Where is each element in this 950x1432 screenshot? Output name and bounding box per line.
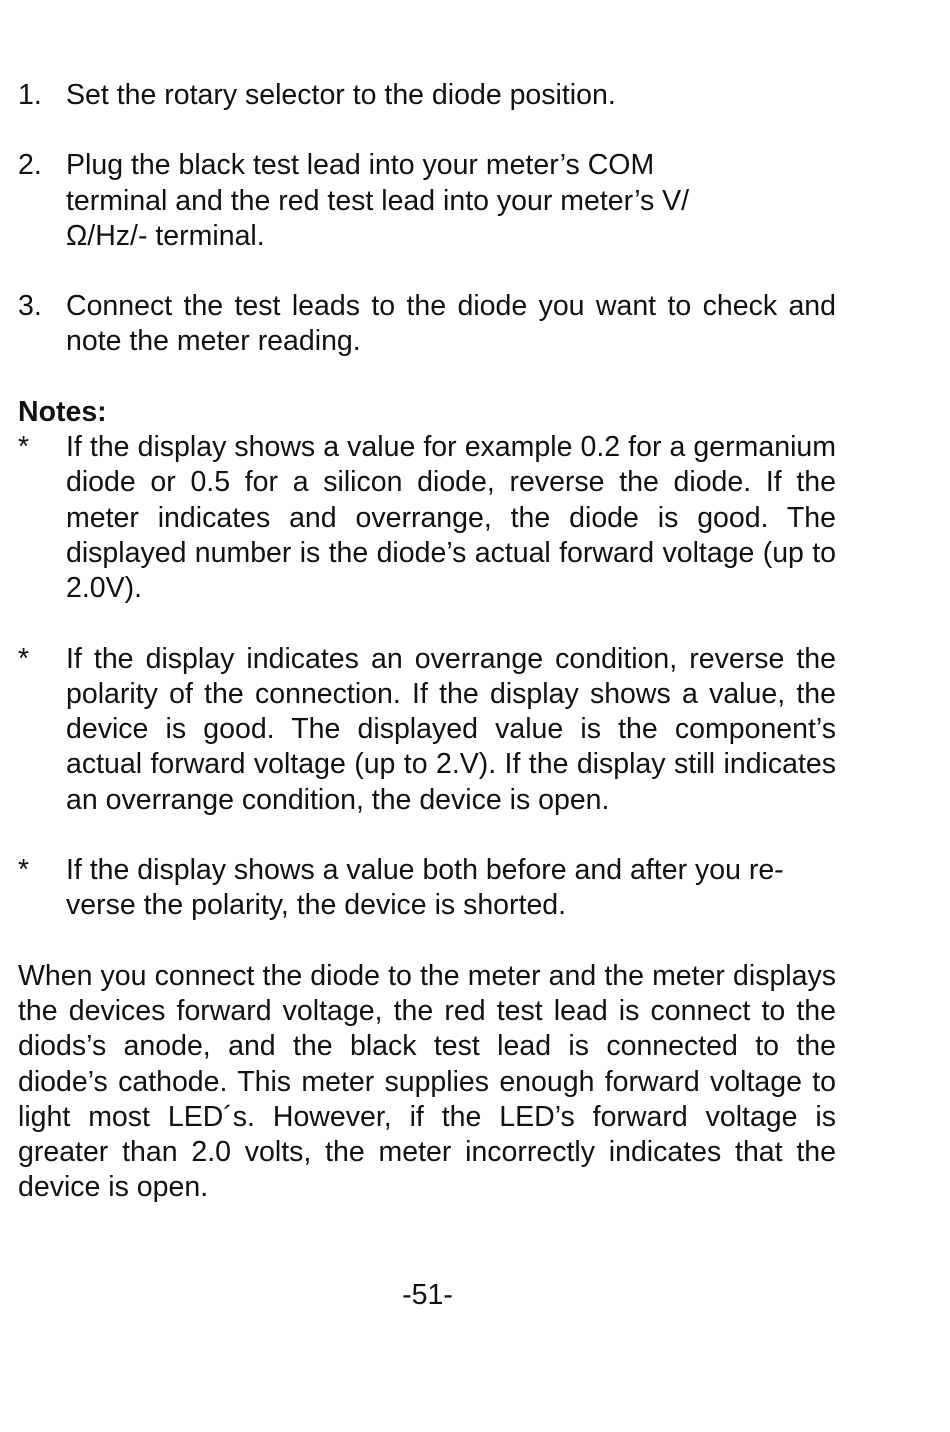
- step-text: Set the rotary selector to the diode position.: [66, 79, 616, 111]
- notes-heading: Notes:: [18, 395, 107, 428]
- step-text: Connect the test leads to the diode you want to check and note the meter reading.: [66, 290, 836, 358]
- spacer: [18, 113, 836, 148]
- note-text: If the display shows a value for example 0.2 for a germanium diode or 0.5 for a silicon diode, reverse the diode. If the meter indicates and overrange, the diode is good. The displayed number is the diode’s actual forward voltage (up to 2.0V).: [66, 431, 836, 605]
- note-bullet: *: [18, 431, 30, 464]
- step-text: Plug the black test lead into your meter’s COM terminal and the red test lead into your meter’s V/Ω/Hz/- terminal.: [66, 149, 690, 252]
- step-item: [18, 289, 836, 360]
- page-number: -51-: [402, 1279, 453, 1311]
- note-item: [18, 642, 836, 818]
- note-item: [18, 430, 836, 606]
- spacer: [18, 254, 836, 289]
- note-bullet: *: [18, 642, 30, 675]
- step-number: 1.: [18, 79, 42, 111]
- spacer: [18, 924, 836, 959]
- step-item: [18, 148, 836, 254]
- closing-paragraph: When you connect the diode to the meter and the meter displays the devices forward voltage, the red test lead is connect to the diods’s anode, and the black test lead is connected to the diode’s cathode. This meter supplies enough forward voltage to light most LED´s. However, if the LED’s forward voltage is greater than 2.0 volts, the meter incorrectly indicates that the device is open.: [18, 959, 836, 1204]
- spacer: [18, 818, 836, 853]
- manual-page-content: [18, 78, 836, 1206]
- note-bullet: *: [18, 854, 30, 887]
- step-number: 2.: [18, 149, 42, 182]
- spacer: [18, 607, 836, 642]
- note-text: If the display indicates an overrange condition, reverse the polarity of the connection. If the display shows a value, the device is good. The displayed value is the component’s actual forward voltage (up to 2.V). If the display still indicates an overrange condition, the device is open.: [66, 642, 836, 816]
- note-text: If the display shows a value both before and after you re-verse the polarity, the device is shorted.: [66, 854, 784, 922]
- note-item: [18, 853, 836, 924]
- step-number: 3.: [18, 290, 42, 323]
- step-item: [18, 78, 836, 113]
- spacer: [18, 360, 836, 395]
